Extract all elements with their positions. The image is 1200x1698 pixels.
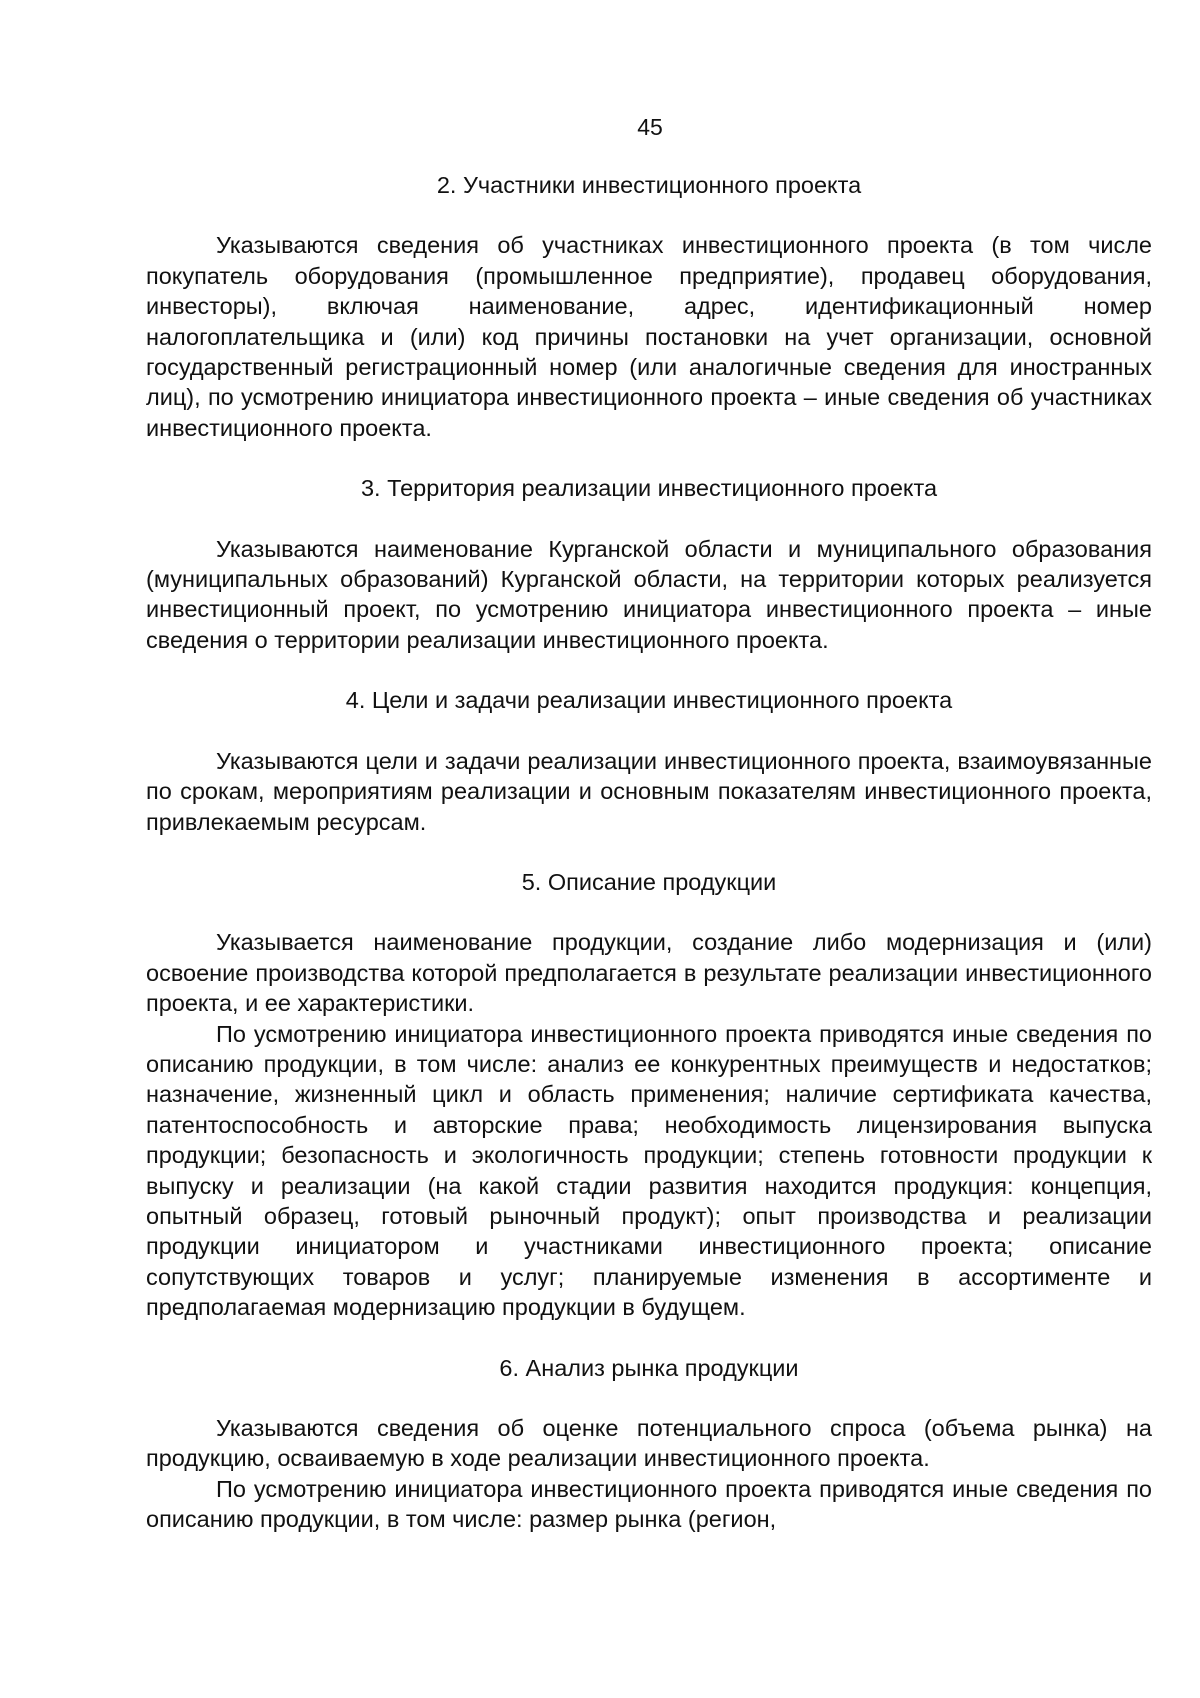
- paragraph: Указываются сведения об участниках инвестиционного проекта (в том числе покупатель оборудования (промышленное предприятие), продавец оборудования, инвесторы), включая наименование, адрес, идентификационный номер налогоплательщика и (или) код причины постановки на учет организации, основной государственный регистрационный номер (или аналогичные сведения для иностранных лиц), по усмотрению инициатора инвестиционного проекта – иные сведения об участниках инвестиционного проекта.: [146, 232, 1152, 441]
- section-heading: 6. Анализ рынка продукции: [499, 1354, 799, 1381]
- paragraph: По усмотрению инициатора инвестиционного проекта приводятся иные сведения по описанию продукции, в том числе: размер рынка (регион,: [146, 1475, 1152, 1533]
- section-territory: [146, 473, 1152, 655]
- section-heading: 4. Цели и задачи реализации инвестиционного проекта: [345, 687, 953, 714]
- section-heading: 2. Участники инвестиционного проекта: [436, 172, 862, 198]
- section-market-analysis: [146, 1353, 1152, 1535]
- paragraph: По усмотрению инициатора инвестиционного проекта приводятся иные сведения по описанию продукции, в том числе: анализ ее конкурентных преимуществ и недостатков; назначение, жизненный цикл и область применения; наличие сертификата качества, патентоспособность и авторские права; необходимость лицензирования выпуска продукции; безопасность и экологичность продукции; степень готовности продукции к выпуску и реализации (на какой стадии развития находится продукция: концепция, опытный образец, готовый рыночный продукт); опыт производства и реализации продукции инициатором и участниками инвестиционного проекта; описание сопутствующих товаров и услуг; планируемые изменения в ассортименте и предполагаемая модернизацию продукции в будущем.: [146, 1020, 1152, 1321]
- section-heading: 3. Территория реализации инвестиционного проекта: [360, 475, 938, 502]
- paragraph: Указываются сведения об оценке потенциального спроса (объема рынка) на продукцию, осваиваемую в ходе реализации инвестиционного проекта.: [146, 1415, 1152, 1472]
- paragraph: Указываются наименование Курганской области и муниципального образования (муниципальных образований) Курганской области, на территории которых реализуется инвестиционный проект, по усмотрению инициатора инвестиционного проекта – иные сведения о территории реализации инвестиционного проекта.: [146, 535, 1152, 653]
- section-participants: [146, 170, 1152, 443]
- section-product-description: [146, 867, 1152, 1323]
- page-number: 45: [637, 114, 663, 140]
- section-goals: [146, 685, 1152, 837]
- document-body: [146, 170, 1152, 1535]
- paragraph: Указываются цели и задачи реализации инвестиционного проекта, взаимоувязанные по срокам, мероприятиям реализации и основным показателям инвестиционного проекта, привлекаемым ресурсам.: [146, 747, 1152, 835]
- paragraph: Указывается наименование продукции, создание либо модернизация и (или) освоение производства которой предполагается в результате реализации инвестиционного проекта, и ее характеристики.: [146, 929, 1152, 1017]
- section-heading: 5. Описание продукции: [521, 868, 777, 895]
